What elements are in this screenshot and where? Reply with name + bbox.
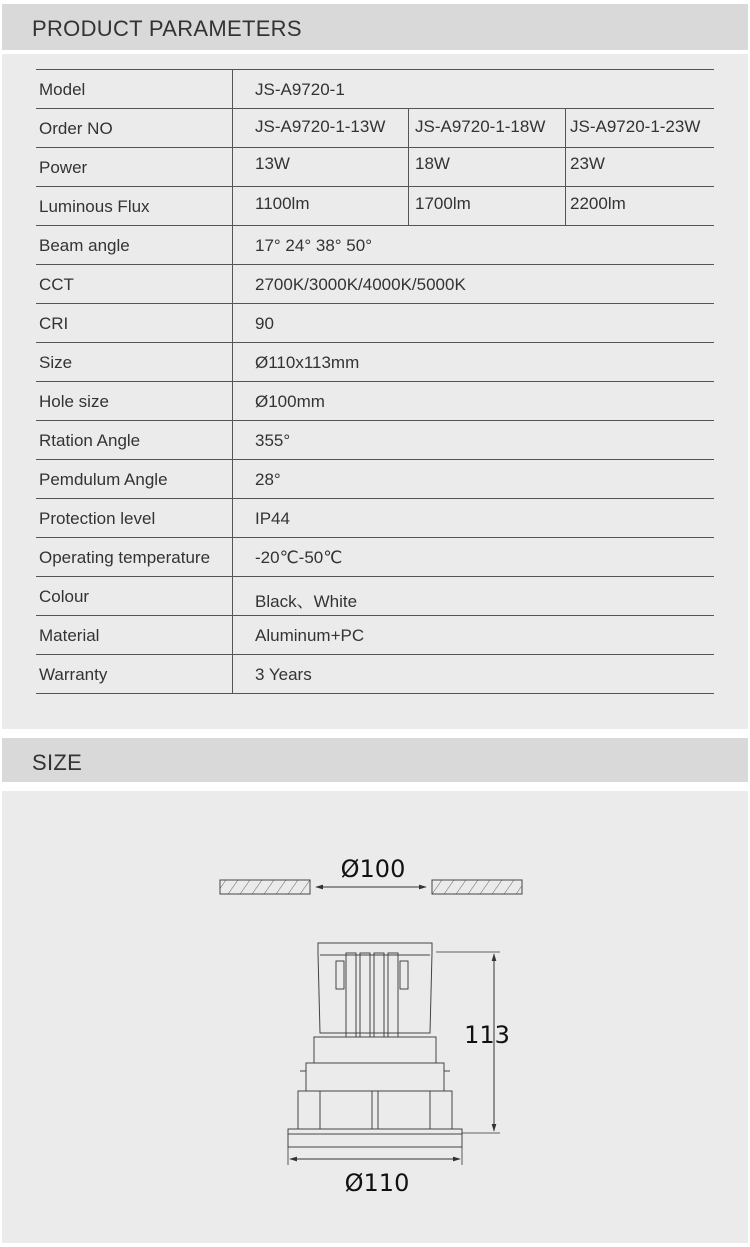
row-label: Protection level [39,509,156,528]
row-label: Colour [39,587,90,606]
flux-13w: 1100lm [255,194,310,213]
row-label: CCT [39,275,74,294]
row-label: Hole size [39,392,109,411]
row-label: Size [39,353,73,372]
row-label: Model [39,80,86,99]
table-row-power [36,147,714,186]
table-row [36,303,714,342]
table-row [36,381,714,420]
row-value: JS-A9720-1 [255,80,345,99]
diameter-dimension-label: Ø110 [344,1169,410,1197]
row-value: Ø100mm [255,392,325,411]
size-header [2,738,748,782]
table-row [36,459,714,498]
row-value: -20℃-50℃ [255,548,343,567]
table-row [36,420,714,459]
fixture-outline [288,943,462,1147]
table-row [36,498,714,537]
hole-dimension-label: Ø100 [340,855,406,883]
row-value: Aluminum+PC [255,626,365,645]
row-label: Beam angle [39,236,130,255]
ceiling-hatch-left [220,880,310,894]
ceiling-hatch-right [432,880,522,894]
height-dimension-label: 113 [464,1021,510,1049]
power-18w: 18W [415,154,450,173]
table-row [36,537,714,576]
table-row [36,264,714,303]
row-label: Operating temperature [39,548,211,567]
row-label: Warranty [39,665,108,684]
section-title: SIZE [32,750,83,775]
table-row [36,576,714,615]
row-value: 17° 24° 38° 50° [255,236,372,255]
row-value: 28° [255,470,281,489]
row-label: Power [39,158,88,177]
table-row-luminous-flux [36,186,714,225]
row-label: Pemdulum Angle [39,470,168,489]
table-row [36,615,714,654]
table-row-order-no [36,108,714,147]
dimension-drawing [0,791,750,1243]
parameters-table [36,69,714,694]
row-label: CRI [39,314,69,333]
flux-18w: 1700lm [415,194,471,213]
section-title: PRODUCT PARAMETERS [32,16,302,41]
table-row-model [36,69,714,108]
power-13w: 13W [255,154,290,173]
table-row [36,654,714,694]
order-no-23w: JS-A9720-1-23W [570,117,701,136]
order-no-13w: JS-A9720-1-13W [255,117,386,136]
row-value: Ø110x113mm [255,353,360,372]
row-value: IP44 [255,509,290,528]
row-value: 3 Years [255,665,312,684]
power-23w: 23W [570,154,605,173]
row-value: 355° [255,431,291,450]
table-row [36,225,714,264]
flux-23w: 2200lm [570,194,626,213]
row-value: 2700K/3000K/4000K/5000K [255,275,466,294]
row-value: Black、White [255,592,358,611]
table-row [36,342,714,381]
row-label: Luminous Flux [39,197,150,216]
order-no-18w: JS-A9720-1-18W [415,117,546,136]
row-value: 90 [255,314,274,333]
product-parameters-header [2,4,748,50]
row-label: Order NO [39,119,113,138]
row-label: Material [39,626,100,645]
row-label: Rtation Angle [39,431,141,450]
